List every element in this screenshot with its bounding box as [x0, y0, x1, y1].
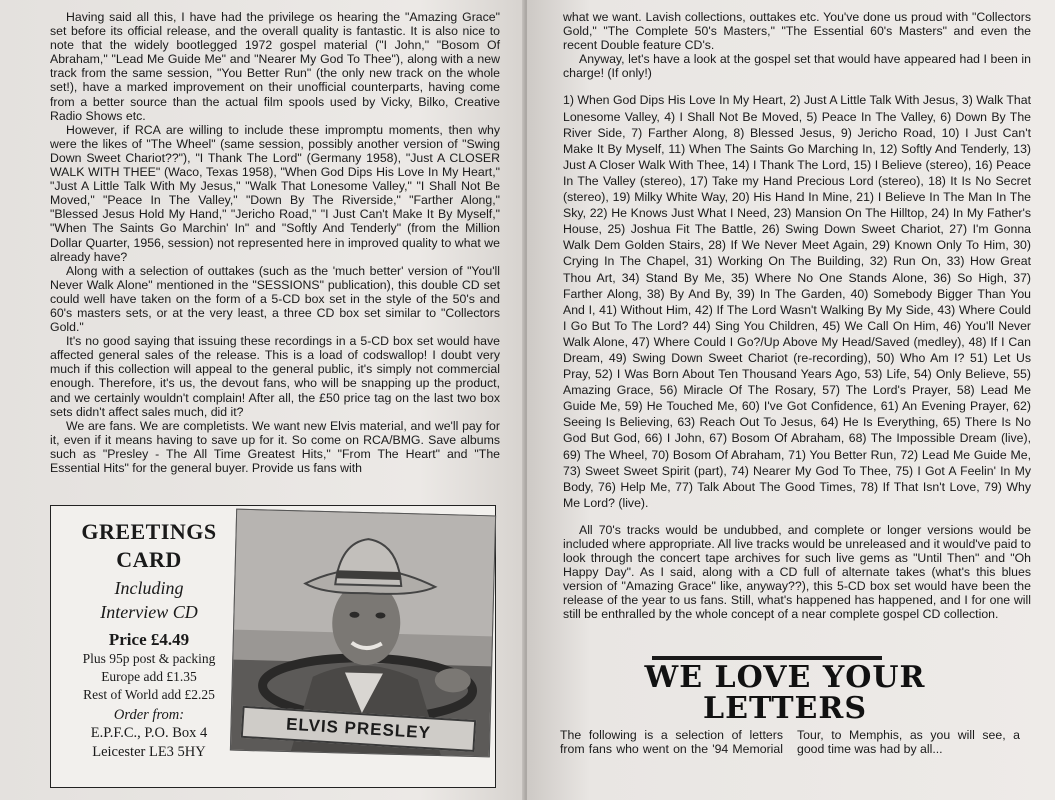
advert-subtitle: Interview CD — [100, 602, 198, 622]
elvis-photo — [230, 509, 496, 758]
letters-intro: The following is a selection of letters from fans who went on the '94 Memorial Tour, to Memphis, as you will see, a good time was had by all... — [560, 728, 1020, 756]
advert-address: E.P.F.C., P.O. Box 4 — [90, 725, 208, 741]
paragraph: Along with a selection of outtakes (such as the 'much better' version of "You'll Never Walk Alone" mentioned in the "SESSIONS" publication), this double CD set could well have taken on the form of a 5-CD box set in the style of the 50's and 60's masters sets, or at the very least, a three CD box set similar to "Collectors Gold." — [50, 263, 500, 335]
advert-title: GREETINGS — [81, 519, 217, 544]
greetings-card-advert — [50, 505, 496, 788]
advert-world: Rest of World add £2.25 — [83, 687, 215, 702]
paragraph: However, if RCA are willing to include these impromptu moments, then why were the likes of "The Wheel" (same session, possibly another version of "Swing Down Sweet Chariot??"), "I Thank The Lord" (Germany 1958), "Just A CLOSER WALK WITH THEE" (Waco, Texas 1958), "When God Dips His Love In My Heart," "Just A Little Talk With My Jesus," "Walk That Lonesome Valley," "I Shall Not Be Moved," "Peace In The Valley," "Down By The Riverside," "Farther Along," "Blessed Jesus Hold My Hand," "Jericho Road," "I Just Can't Make It By Myself," "When The Saints Go Marchin' In" and "Softly And Tenderly" (from the Million Dollar Quarter, 1956, session) not represented here in improved quality to what we already have? — [50, 122, 500, 264]
letters-heading — [600, 662, 970, 724]
advert-address: Leicester LE3 5HY — [92, 744, 206, 760]
paragraph: All 70's tracks would be undubbed, and complete or longer versions would be included where appropriate. All live tracks would be unreleased and it would've paid to look through the concert tape archives for such live gems as "Until Then" and "Oh Happy Day". As I said, along with a CD full of alternate takes (what's this blues version of "Amazing Grace" like, anyway??), this 5-CD box set would have been the release of the year to us fans. Still, what's happened has happened, and I for one will still be enthralled by the whole concept of a near complete gospel CD collection. — [563, 522, 1031, 622]
paragraph: It's no good saying that issuing these recordings in a 5-CD box set would have affected general sales of the release. This is a load of codswallop! I doubt very much if this collection will appeal to the general public, it's simply not commercial enough. Therefore, it's us, the devout fans, who will be snapping up the product, and we certainly wouldn't complain! After all, the £50 price tag on the last two box sets didn't affect sales much, did it? — [50, 334, 500, 419]
advert-postage: Plus 95p post & packing — [82, 651, 216, 666]
advert-price: Price £4.49 — [108, 630, 190, 649]
photo-caption: ELVIS PRESLEY — [241, 706, 477, 752]
advert-text — [59, 518, 239, 762]
track-list: 1) When God Dips His Love In My Heart, 2) Just A Little Talk With Jesus, 3) Walk That Lonesome Valley, 4) I Shall Not Be Moved, 5) Peace In The Valley, 6) Down By The River Side, 7) Farther Along, 8) Blessed Jesus, 9) Jericho Road, 10) I Just Can't Make It By Myself, 11) When The Saints Go Marching In, 12) Softly And Tenderly, 13) Just A Closer Walk With Thee, 14) I Thank The Lord, 15) I Believe (stereo), 16) Peace In The Valley (stereo), 17) Take my Hand Precious Lord (stereo), 18) It Is No Secret (stereo), 19) Milky White Way, 20) His Hand In Mine, 21) I Believe In The Man In The Sky, 22) He Knows Just What I Need, 23) Mansion On The Hilltop, 24) In My Father's House, 25) Joshua Fit The Battle, 26) Swing Down Sweet Chariot, 27) I'm Gonna Walk Dem Golden Stairs, 28) If We Never Meet Again, 29) Known Only To Him, 30) Crying In The Chapel, 31) Working On The Building, 32) Run On, 33) How Great Thou Art, 34) Stand By Me, 35) Where No One Stands Alone, 36) So High, 37) Farther Along, 38) By And By, 39) In The Garden, 40) Somebody Bigger Than You And I, 41) Without Him, 42) If The Lord Wasn't Walking By My Side, 43) Where Could I Go But To The Lord? 44) Sing You Children, 45) We Call On Him, 46) You'll Never Walk Alone, 47) Where Could I Go?/Up Above My Head/Saved (medley), 48) If I Can Dream, 49) Swing Down Sweet Chariot (re-recording), 50) Who Am I? 51) Let Us Pray, 52) I Was Born About Ten Thousand Years Ago, 53) Life, 54) Only Believe, 55) Amazing Grace, 56) Miracle Of The Rosary, 57) The Lord's Prayer, 58) Lead Me Guide Me, 59) He Touched Me, 60) I've Got Confidence, 61) An Evening Prayer, 62) Seeing Is Believing, 63) Reach Out To Jesus, 64) He Is Everything, 65) There Is No God But God, 66) I John, 67) Bosom Of Abraham, 68) The Impossible Dream (live), 69) The Wheel, 70) Bosom Of Abraham, 71) You Better Run, 72) Lead Me Guide Me, 73) Sweet Sweet Spirit (part), 74) Nearer My God To Thee, 75) I Got A Feelin' In My Body, 76) Help Me, 77) Talk About The Good Times, 78) If That Isn't Love, 79) Why Me Lord? (live). — [563, 93, 1031, 510]
paragraph: what we want. Lavish collections, outtakes etc. You've done us proud with "Collectors Gold," "The Complete 50's Masters," "The Essential 60's Masters" and even the recent Double feature CD's. — [563, 10, 1031, 53]
letters-heading-line: WE LOVE YOUR — [644, 660, 926, 695]
advert-order-label: Order from: — [113, 707, 185, 723]
advert-title: CARD — [116, 547, 182, 572]
letters-heading-line: LETTERS — [702, 691, 867, 726]
advert-europe: Europe add £1.35 — [101, 669, 197, 684]
paragraph: Having said all this, I have had the privilege os hearing the "Amazing Grace" set before its official release, and the overall quality is fantastic. It is also nice to note that the widely bootlegged 1972 gospel material ("I John," "Bosom Of Abraham," "Lead Me Guide Me" and "Nearer My God To Thee"), along with a new track from the same session, "You Better Run" (the only new track on the whole set!), have a marked improvement on their unofficial counterparts, having come from a better source than the actual film spools used by Vicky, Bilko, Creative Radio Shows etc. — [50, 10, 500, 123]
advert-subtitle: Including — [114, 578, 184, 598]
paragraph: We are fans. We are completists. We want new Elvis material, and we'll pay for it, even if it means having to save up for it. So come on RCA/BMG. Save albums such as "Presley - The All Time Greatest Hits," "From The Heart" and "The Essential Hits" for the general buyer. Provide us fans with — [50, 418, 500, 475]
paragraph: Anyway, let's have a look at the gospel set that would have appeared had I been in charge! (If only!) — [563, 52, 1031, 81]
